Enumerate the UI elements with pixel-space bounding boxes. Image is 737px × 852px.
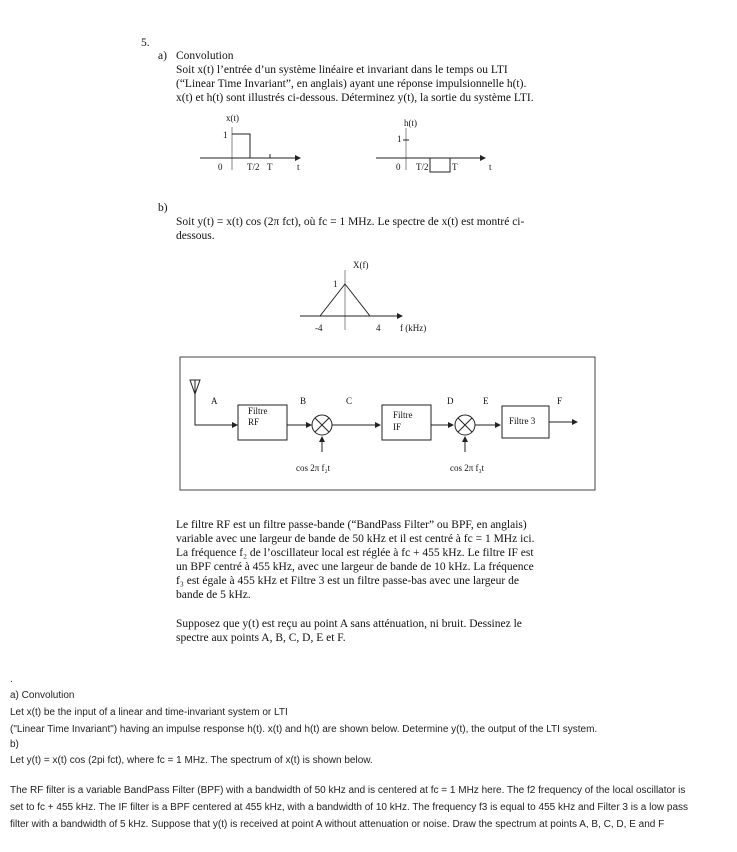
tick-label: 1 xyxy=(397,134,402,144)
english-line: set to fc + 455 kHz. The IF filter is a BPF centered at 455 kHz, with a bandwidth of 10 kHz. The frequency f3 is equal to 455 kHz and Filter 3 is a low pass xyxy=(10,802,689,813)
text-line: f₃ est égale à 455 kHz et Filtre 3 est un filtre passe-bas avec une largeur de xyxy=(176,575,519,587)
lo2-label: cos 2π f₂t xyxy=(296,463,331,473)
english-line: b) xyxy=(10,739,19,750)
part-a-title: Convolution xyxy=(176,50,234,62)
text-line: Le filtre RF est un filtre passe-bande (“BandPass Filter” ou BPF, en anglais) xyxy=(176,519,527,531)
xt-label: x(t) xyxy=(226,113,239,123)
point-d-label: D xyxy=(447,396,454,406)
if-filter-label: IF xyxy=(393,422,402,432)
tick-label: T xyxy=(267,162,273,172)
english-line: Let y(t) = x(t) cos (2pi fct), where fc = 1 MHz. The spectrum of x(t) is shown below. xyxy=(10,755,373,766)
text-line: (“Linear Time Invariant”, en anglais) ayant une réponse impulsionnelle h(t). xyxy=(176,78,527,90)
if-filter-label: Filtre xyxy=(393,410,413,420)
tick-label: 1 xyxy=(223,130,228,140)
tick-label: T/2 xyxy=(416,162,429,172)
tick-label: 4 xyxy=(376,323,381,333)
tick-label: T/2 xyxy=(247,162,260,172)
point-e-label: E xyxy=(483,396,489,406)
point-f-label: F xyxy=(557,396,563,406)
axis-label: f (kHz) xyxy=(400,323,427,333)
mixer-2-icon xyxy=(455,415,475,435)
english-line: The RF filter is a variable BandPass Filter (BPF) with a bandwidth of 50 kHz and is centered at fc = 1 MHz here. The f2 frequency of the local oscillator is xyxy=(10,785,686,796)
point-c-label: C xyxy=(346,396,353,406)
point-a-label: A xyxy=(211,396,218,406)
rf-filter-label: RF xyxy=(248,417,260,427)
text-line: dessous. xyxy=(176,230,215,242)
xf-plot xyxy=(300,270,402,330)
text-line: spectre aux points A, B, C, D, E et F. xyxy=(176,632,346,644)
tick-label: t xyxy=(297,162,300,172)
xf-label: X(f) xyxy=(353,260,369,270)
part-a-label: a) xyxy=(158,50,167,62)
text-line: Supposez que y(t) est reçu au point A sans atténuation, ni bruit. Dessinez le xyxy=(176,618,522,630)
text-line: Soit x(t) l’entrée d’un système linéaire et invariant dans le temps ou LTI xyxy=(176,64,508,76)
mixer-1-icon xyxy=(312,415,332,435)
tick-label: 1 xyxy=(333,279,338,289)
text-line: bande de 5 kHz. xyxy=(176,589,251,601)
english-line: Let x(t) be the input of a linear and time-invariant system or LTI xyxy=(10,707,288,718)
english-line: a) Convolution xyxy=(10,690,75,701)
part-b-label: b) xyxy=(158,202,168,214)
text-line: variable avec une largeur de bande de 50 kHz et il est centré à fc = 1 MHz ici. xyxy=(176,533,535,545)
tick-label: -4 xyxy=(315,323,323,333)
tick-label: 0 xyxy=(218,162,223,172)
english-line: filter with a bandwidth of 5 kHz. Suppose that y(t) is received at point A without attenuation or noise. Draw the spectrum at points A, B, C, D, E and F xyxy=(10,819,665,830)
text-line: x(t) et h(t) sont illustrés ci-dessous. Déterminez y(t), la sortie du système LTI. xyxy=(176,92,534,104)
text-line: Soit y(t) = x(t) cos (2π fct), où fc = 1 MHz. Le spectre de x(t) est montré ci- xyxy=(176,216,525,228)
text-line: un BPF centré à 455 kHz, avec une largeur de bande de 10 kHz. La fréquence xyxy=(176,561,534,573)
filter-3-label: Filtre 3 xyxy=(509,416,536,426)
ht-plot xyxy=(376,128,485,172)
tick-label: t xyxy=(489,162,492,172)
english-line: ("Linear Time Invariant") having an impulse response h(t). x(t) and h(t) are shown below. Determine y(t), the output of the LTI system. xyxy=(10,724,598,735)
tick-label: 0 xyxy=(396,162,401,172)
lo3-label: cos 2π f₃t xyxy=(450,463,485,473)
separator-dot: . xyxy=(10,674,13,685)
text-line: La fréquence f₂ de l’oscillateur local est réglée à fc + 455 kHz. Le filtre IF est xyxy=(176,547,534,559)
rf-filter-label: Filtre xyxy=(248,406,268,416)
tick-label: T xyxy=(452,162,458,172)
question-number: 5. xyxy=(141,37,150,49)
ht-label: h(t) xyxy=(404,118,417,128)
point-b-label: B xyxy=(300,396,307,406)
